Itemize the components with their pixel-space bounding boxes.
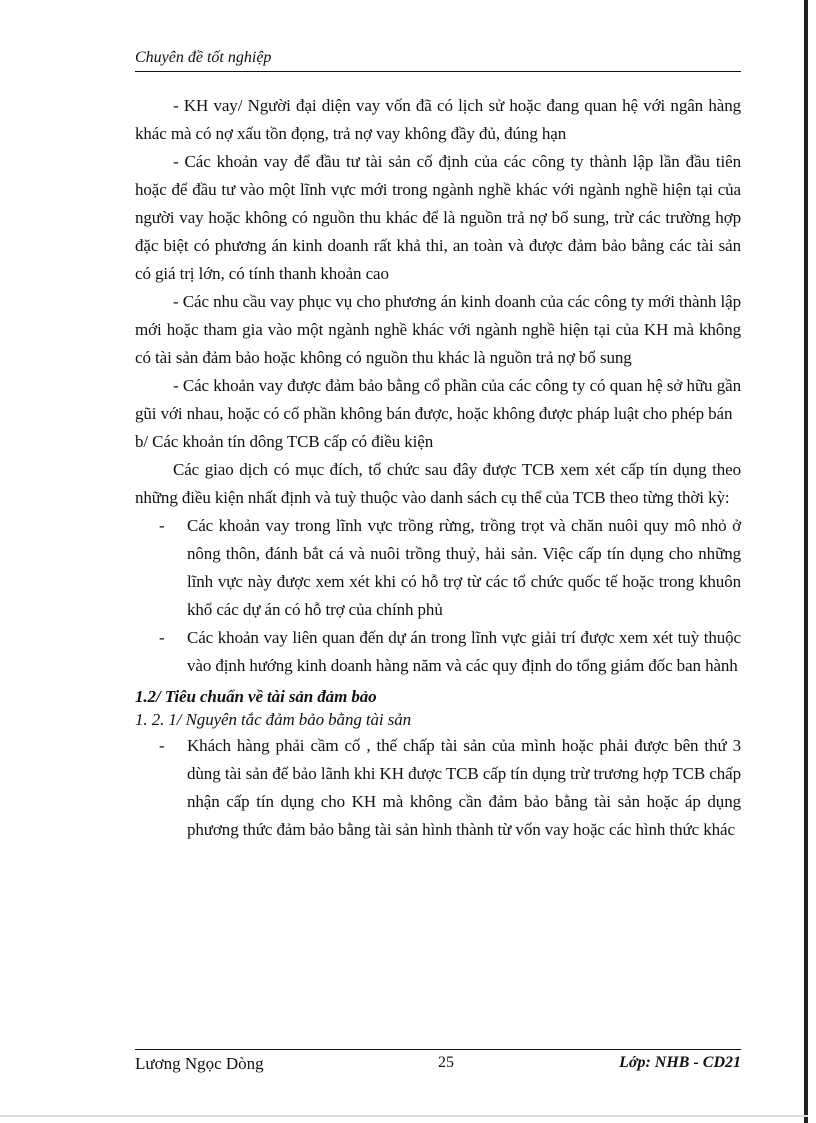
footer-divider bbox=[135, 1049, 741, 1050]
section-1-2-1-subheading: 1. 2. 1/ Nguyên tắc đảm bảo bằng tài sản bbox=[135, 710, 412, 729]
page-content bbox=[135, 92, 741, 844]
footer-author: Lương Ngọc Dòng bbox=[135, 1054, 264, 1073]
list-item bbox=[135, 512, 741, 624]
bullet-mark: - bbox=[159, 736, 165, 755]
page-header: Chuyên đề tốt nghiệp bbox=[135, 48, 741, 72]
list-item-text: Các khoản vay trong lĩnh vực trồng rừng, trồng trọt và chăn nuôi quy mô nhỏ ở nông thôn, đánh bắt cá và nuôi trồng thuỷ, hải sản. Việc cấp tín dụng cho những lĩnh vực này được xem xét khi có hỗ trợ từ các tổ chức quốc tế hoặc trong khuôn khổ các dự án có hỗ trợ của chính phủ bbox=[187, 516, 741, 619]
paragraph-2: - Các khoản vay để đầu tư tài sản cố định của các công ty thành lập lần đầu tiên hoặc để đầu tư vào một lĩnh vực mới trong ngành nghề khác với ngành nghề hiện tại của người vay hoặc không có nguồn thu khác để là nguồn trả nợ bổ sung, trừ các trường hợp đặc biệt có phương án kinh doanh rất khả thi, an toàn và được đảm bảo bằng các tài sản có giá trị lớn, có tính thanh khoản cao bbox=[135, 152, 741, 283]
list-item-text: Khách hàng phải cầm cố , thế chấp tài sản của mình hoặc phải được bên thứ 3 dùng tài sản để bảo lãnh khi KH được TCB cấp tín dụng trừ trương hợp TCB chấp nhận cấp tín dụng cho KH mà không cần đảm bảo bằng tài sản hoặc áp dụng phương thức đảm bảo bằng tài sản hình thành từ vốn vay hoặc các hình thức khác bbox=[187, 736, 741, 839]
section-b-heading: b/ Các khoản tín dông TCB cấp có điều kiện bbox=[135, 432, 434, 451]
list-item bbox=[135, 624, 741, 680]
paragraph-1: - KH vay/ Người đại diện vay vốn đã có lịch sử hoặc đang quan hệ với ngân hàng khác mà có nợ xấu tồn đọng, trả nợ vay không đầy đủ, đúng hạn bbox=[135, 96, 741, 143]
page-border-right bbox=[804, 0, 808, 1123]
page-footer bbox=[135, 1054, 741, 1076]
paragraph-3: - Các nhu cầu vay phục vụ cho phương án kinh doanh của các công ty mới thành lập mới hoặc tham gia vào một ngành nghề khác với ngành nghề hiện tại của KH mà không có tài sản đảm bảo hoặc không có nguồn thu khác là nguồn trả nợ bổ sung bbox=[135, 292, 741, 367]
page-number: 25 bbox=[438, 1054, 454, 1071]
section-b-intro: Các giao dịch có mục đích, tổ chức sau đây được TCB xem xét cấp tín dụng theo những điều kiện nhất định và tuỳ thuộc vào danh sách cụ thể của TCB theo từng thời kỳ: bbox=[135, 460, 741, 507]
list-item bbox=[135, 732, 741, 844]
bullet-mark: - bbox=[159, 516, 165, 535]
section-1-2-heading: 1.2/ Tiêu chuẩn về tài sản đảm bảo bbox=[135, 687, 377, 706]
list-item-text: Các khoản vay liên quan đến dự án trong lĩnh vực giải trí được xem xét tuỳ thuộc vào định hướng kinh doanh hàng năm và các quy định do tổng giám đốc ban hành bbox=[187, 628, 741, 675]
page-border-bottom bbox=[0, 1115, 808, 1117]
paragraph-4: - Các khoản vay được đảm bảo bằng cổ phần của các công ty có quan hệ sở hữu gần gũi với nhau, hoặc có cổ phần không bán được, hoặc không được pháp luật cho phép bán bbox=[135, 376, 741, 423]
footer-class: Lớp: NHB - CD21 bbox=[619, 1054, 741, 1071]
bullet-mark: - bbox=[159, 628, 165, 647]
